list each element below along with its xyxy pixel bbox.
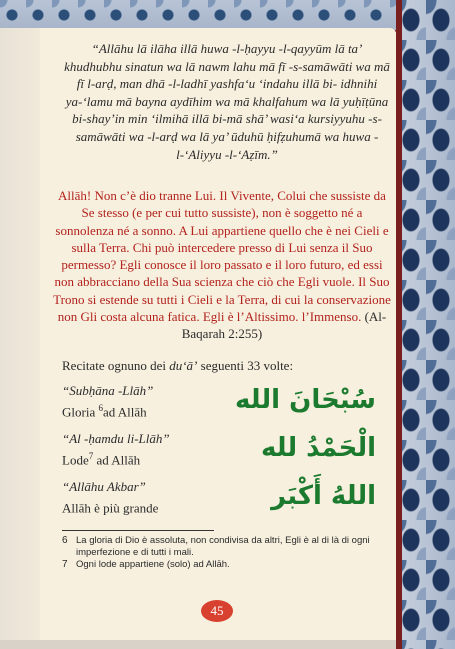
footnote-ref: 6: [98, 403, 103, 413]
dua-transliteration: “Subḥāna -Llāh”: [62, 383, 154, 398]
footnote-ref: 7: [88, 451, 94, 461]
footnote-number: 7: [62, 559, 68, 570]
dua-translation-text-end: ad Allāh: [102, 404, 147, 420]
transliteration-text: “Allāhu lā ilāha illā huwa -l-ḥayyu -l-qayyūm lā ta’ khudhubhu sinatun wa lā nawm lahu mā fī -s-samāwāti wa mā fī l-arḍ, man dhā -l-ladhī yashfa‘u ‘indahu illā bi- idhnihi ya-‘lamu mā bayna aydīhim wa mā khalfahum wa lā yuḥīṭūna bi-shay’in min ‘ilmihā illā bi-mā shā’ wasi‘a kursiyyuhu -s-samāwāti wa -l-arḍ wa lā ya’ ūduhū ḥifẓuhumā wa huwa -l-‘Aliyyu -l-‘Aẓīm.”: [64, 41, 390, 162]
dua-translation-text: Lode: [62, 452, 89, 468]
dua-arabic-calligraphy: سُبْحَانَ الله: [235, 385, 376, 415]
dua-arabic-calligraphy: اللهُ أَكْبَر: [271, 481, 376, 511]
recitation-instruction: [62, 358, 392, 374]
ornamental-side-border: [396, 0, 455, 649]
instruction-term: du‘ā’: [169, 358, 198, 373]
footnotes: [62, 535, 392, 571]
footnote: [62, 535, 392, 559]
translation-body: Allāh! Non c’è dio tranne Lui. Il Vivente, Colui che sussiste da Se stesso (e per cui tutto sussiste), non è soggetto né a sonnolenza né a sonno. A Lui appartiene quello che è nei Cieli e sulla Terra. Chi può intercedere presso di Lui senza il Suo permesso? Egli conosce il loro passato e il loro futuro, ed essi non abbracciano della Sua scienza che ciò che Egli vuole. Il Suo Trono si estende su tutti i Cieli e la Terra, di cui la conservazione non Gli costa alcuna fatica. Egli è l’Altissimo. l’Immenso.: [53, 188, 391, 325]
dua-transliteration: “Allāhu Akbar”: [62, 479, 146, 494]
dua-transliteration: “Al -ḥamdu li-Llāh”: [62, 431, 170, 446]
instruction-text: Recitate ognuno dei: [62, 358, 170, 373]
footnote-text: Ogni lode appartiene (solo) ad Allāh.: [76, 559, 230, 570]
footnote-number: 6: [62, 535, 68, 546]
dua-translation-text: Allāh è più grande: [62, 500, 159, 516]
instruction-text-end: seguenti 33 volte:: [197, 358, 294, 373]
footnote-divider: [62, 530, 214, 531]
verse-reference: (Al-Baqarah 2:255): [181, 309, 387, 342]
dua-item: [62, 431, 392, 477]
dua-translation-text-end: ad Allāh: [93, 452, 141, 468]
dua-item: [62, 479, 392, 525]
footnote: [62, 559, 392, 571]
translation-text: [52, 187, 392, 343]
dua-item: [62, 383, 392, 429]
footnote-text: La gloria di Dio è assoluta, non condivisa da altri, Egli è al di là di ogni imperfezione e di tutti i mali.: [76, 535, 370, 558]
dua-arabic-calligraphy: الْحَمْدُ لله: [260, 433, 376, 463]
page-number-badge: 45: [201, 600, 233, 622]
dua-translation-text: Gloria: [62, 404, 99, 420]
